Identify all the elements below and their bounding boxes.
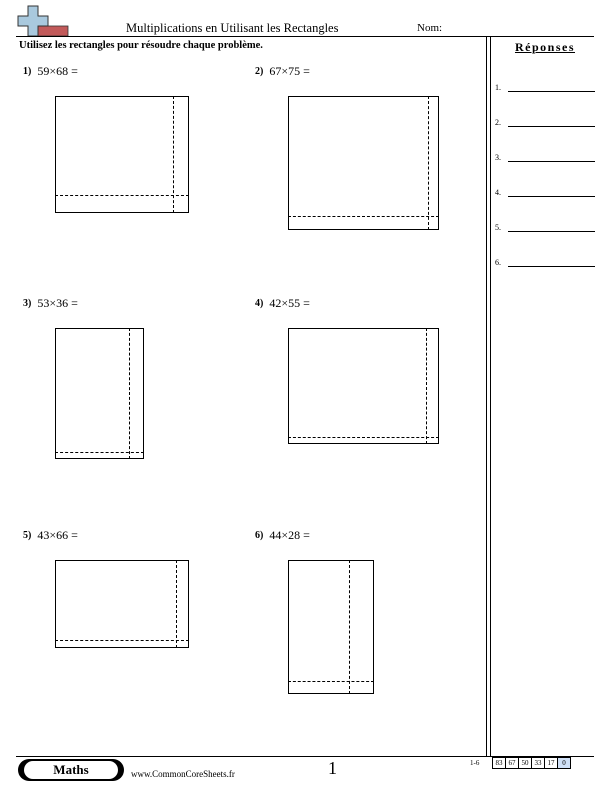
answer-line[interactable] bbox=[508, 126, 595, 127]
score-key-cell: 0 bbox=[557, 757, 571, 769]
area-rectangle bbox=[288, 328, 439, 444]
answer-number: 2. bbox=[495, 118, 501, 127]
answer-row-5[interactable] bbox=[495, 218, 595, 232]
answer-column-border bbox=[486, 36, 487, 756]
answer-number: 4. bbox=[495, 188, 501, 197]
problem-text: 44×28 = bbox=[269, 528, 310, 542]
problem-3 bbox=[23, 296, 78, 311]
answer-number: 6. bbox=[495, 258, 501, 267]
subject-label: Maths bbox=[24, 761, 118, 779]
answer-number: 1. bbox=[495, 83, 501, 92]
score-key-cell: 50 bbox=[518, 757, 532, 769]
tens-split-line bbox=[426, 328, 427, 444]
page-title: Multiplications en Utilisant les Rectangles bbox=[126, 21, 339, 35]
problem-text: 43×66 = bbox=[37, 528, 78, 542]
logo-icon bbox=[16, 4, 72, 38]
header-divider bbox=[16, 36, 594, 37]
answer-row-2[interactable] bbox=[495, 113, 595, 127]
answer-line[interactable] bbox=[508, 161, 595, 162]
answer-row-4[interactable] bbox=[495, 183, 595, 197]
problem-number: 4) bbox=[255, 298, 264, 309]
area-rectangle bbox=[55, 560, 189, 648]
name-label: Nom: bbox=[417, 22, 443, 34]
answer-number: 3. bbox=[495, 153, 501, 162]
problem-number: 6) bbox=[255, 530, 264, 541]
site-url[interactable]: www.CommonCoreSheets.fr bbox=[131, 769, 235, 779]
answer-line[interactable] bbox=[508, 266, 595, 267]
answer-line[interactable] bbox=[508, 196, 595, 197]
problem-number: 1) bbox=[23, 66, 32, 77]
page-number: 1 bbox=[328, 758, 337, 778]
answer-line[interactable] bbox=[508, 91, 595, 92]
problem-number: 5) bbox=[23, 530, 32, 541]
tens-split-line bbox=[288, 437, 439, 438]
tens-split-line bbox=[129, 328, 130, 459]
answer-number: 5. bbox=[495, 223, 501, 232]
score-key-cell: 17 bbox=[544, 757, 558, 769]
score-key-cell: 33 bbox=[531, 757, 545, 769]
problem-1 bbox=[23, 64, 78, 79]
problem-4 bbox=[255, 296, 310, 311]
answer-row-6[interactable] bbox=[495, 253, 595, 267]
tens-split-line bbox=[55, 640, 189, 641]
problem-text: 42×55 = bbox=[269, 296, 310, 310]
score-key bbox=[493, 757, 571, 767]
area-rectangle bbox=[55, 328, 144, 459]
problem-text: 59×68 = bbox=[37, 64, 78, 78]
tens-split-line bbox=[55, 195, 189, 196]
problem-5 bbox=[23, 528, 78, 543]
answer-row-1[interactable] bbox=[495, 78, 595, 92]
tens-split-line bbox=[349, 560, 350, 694]
score-key-cell: 83 bbox=[492, 757, 506, 769]
answer-line[interactable] bbox=[508, 231, 595, 232]
problem-number: 2) bbox=[255, 66, 264, 77]
tens-split-line bbox=[288, 216, 439, 217]
problem-number: 3) bbox=[23, 298, 32, 309]
problem-text: 67×75 = bbox=[269, 64, 310, 78]
problem-text: 53×36 = bbox=[37, 296, 78, 310]
area-rectangle bbox=[288, 560, 374, 694]
area-rectangle bbox=[288, 96, 439, 230]
answer-row-3[interactable] bbox=[495, 148, 595, 162]
answers-title: Réponses bbox=[514, 40, 575, 54]
score-range: 1-6 bbox=[470, 759, 480, 767]
area-rectangle bbox=[55, 96, 189, 213]
tens-split-line bbox=[55, 452, 144, 453]
problem-2 bbox=[255, 64, 310, 79]
tens-split-line bbox=[428, 96, 429, 230]
instructions: Utilisez les rectangles pour résoudre chaque problème. bbox=[19, 40, 263, 51]
tens-split-line bbox=[176, 560, 177, 648]
answer-column-border-inner bbox=[490, 36, 491, 756]
problem-6 bbox=[255, 528, 310, 543]
tens-split-line bbox=[288, 681, 374, 682]
score-key-cell: 67 bbox=[505, 757, 519, 769]
